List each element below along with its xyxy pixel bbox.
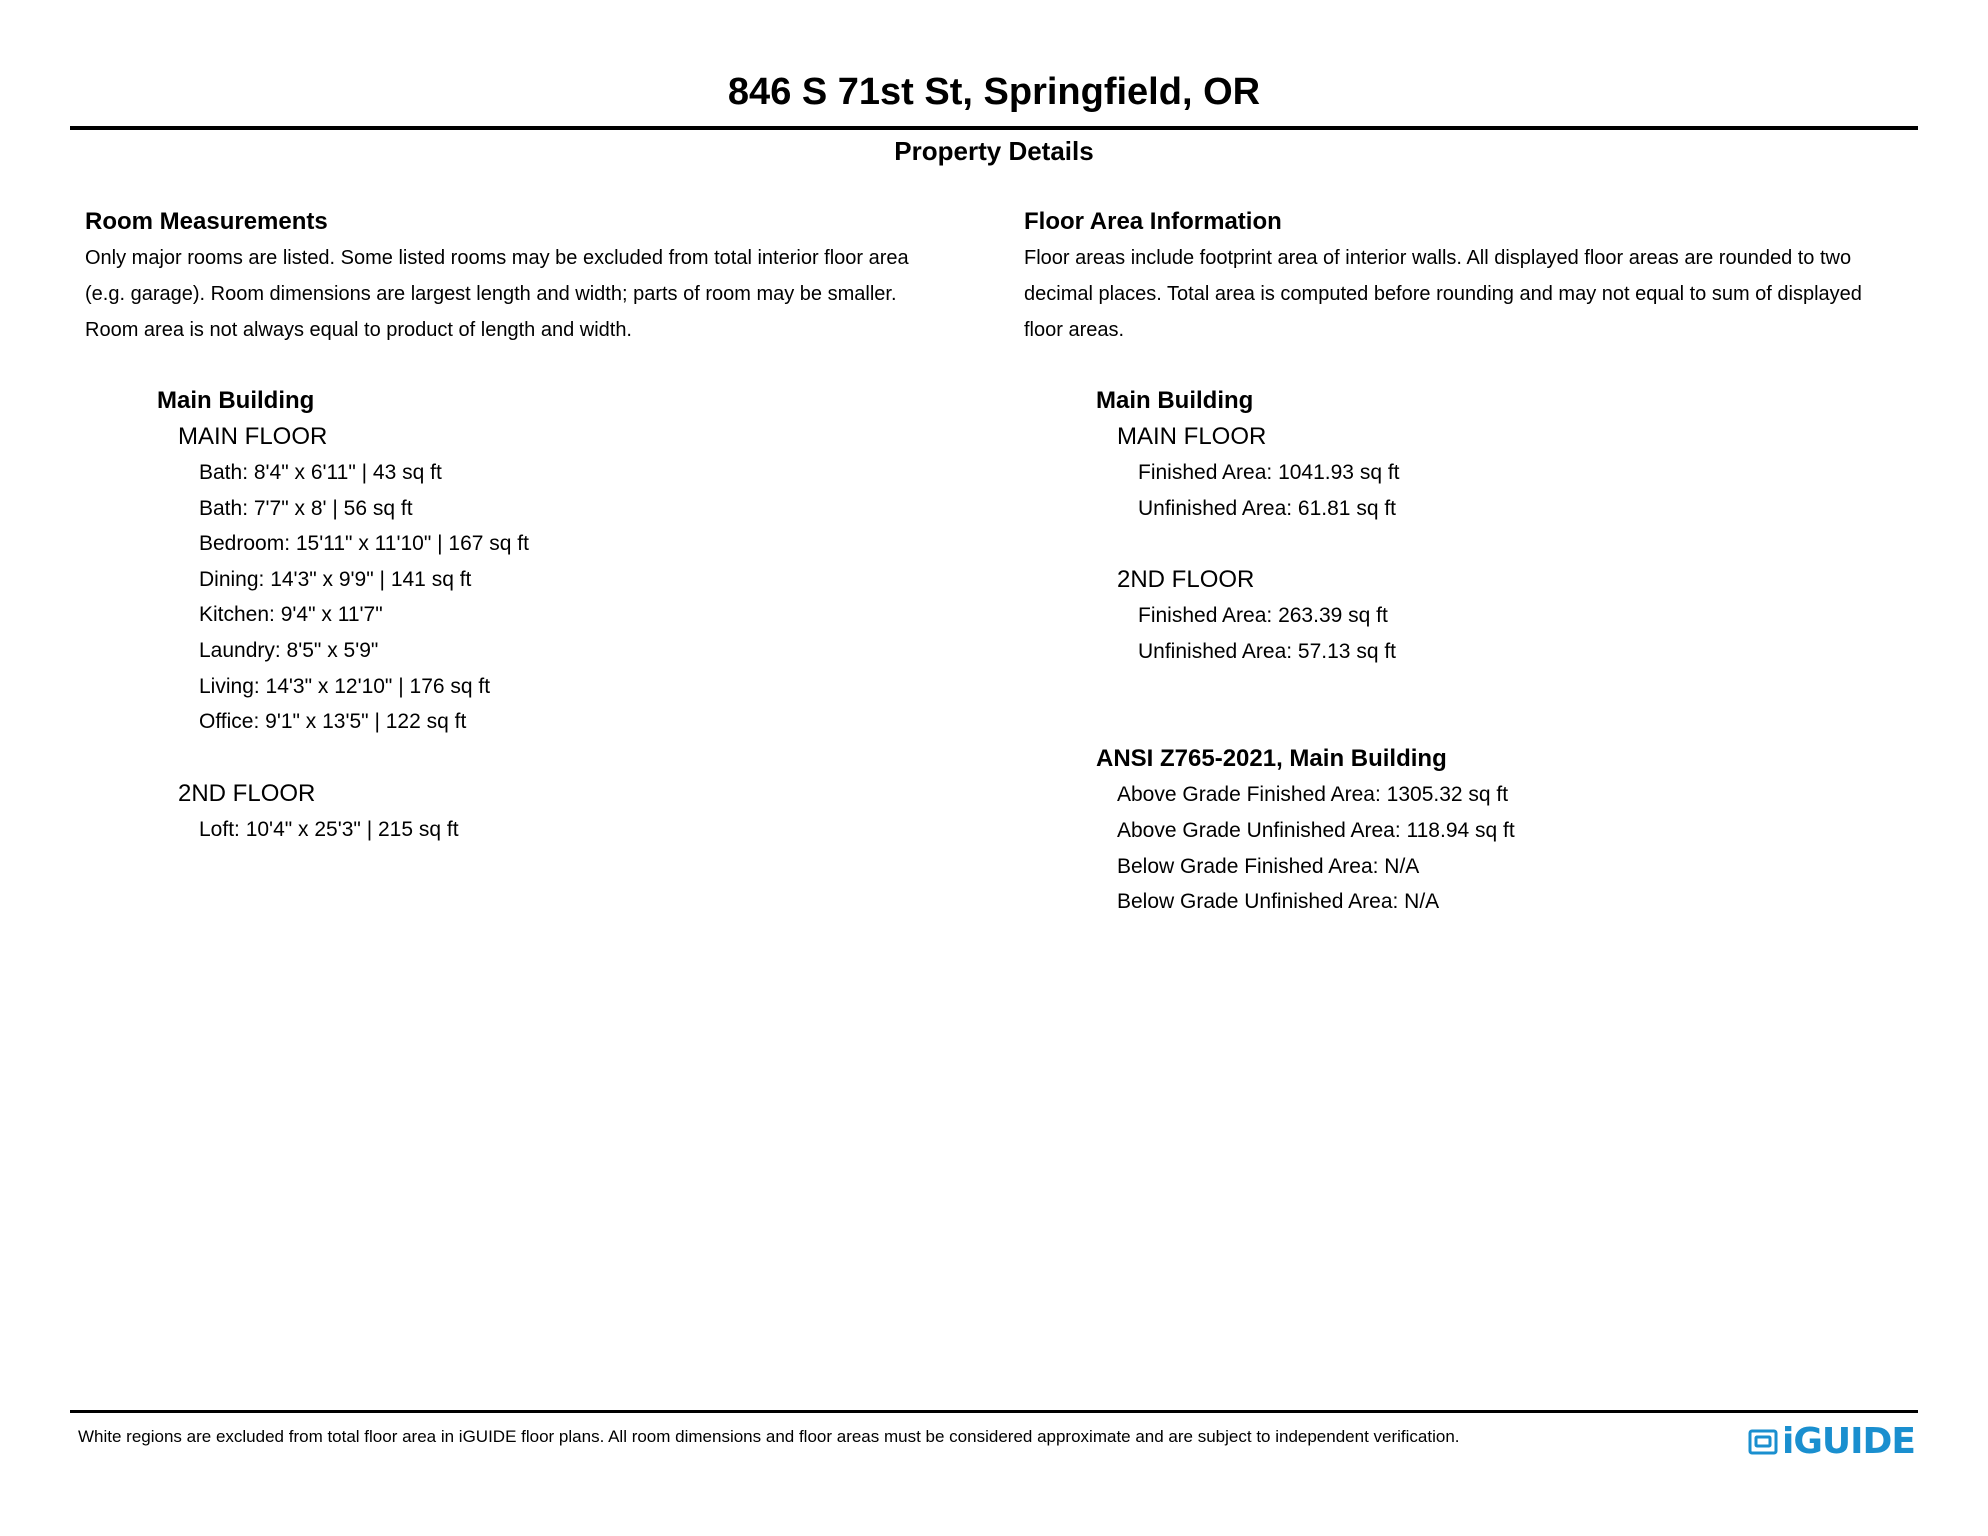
iguide-logo-text: iGUIDE	[1782, 1421, 1915, 1462]
room-item: Laundry: 8'5" x 5'9"	[199, 638, 379, 662]
floor-area-heading: Floor Area Information	[1024, 208, 1282, 235]
description-line: Room area is not always equal to product of length and width.	[85, 319, 632, 341]
footer-divider	[70, 1410, 1918, 1413]
room-item: Bath: 7'7" x 8' | 56 sq ft	[199, 496, 413, 520]
ansi-item: Below Grade Finished Area: N/A	[1117, 854, 1420, 878]
floor-label-main: MAIN FLOOR	[178, 423, 328, 450]
description-line: floor areas.	[1024, 319, 1125, 341]
floor-label-2nd: 2ND FLOOR	[178, 779, 316, 807]
room-item: Bath: 8'4" x 6'11" | 43 sq ft	[199, 461, 442, 484]
room-item: Dining: 14'3" x 9'9" | 141 sq ft	[199, 567, 472, 591]
room-item: Loft: 10'4" x 25'3" | 215 sq ft	[199, 817, 459, 841]
spacer	[1096, 526, 1856, 562]
floor-area-building	[1096, 383, 1856, 920]
area-item: Unfinished Area: 57.13 sq ft	[1138, 639, 1396, 663]
iguide-logo-icon	[1748, 1427, 1778, 1457]
building-title: Main Building	[1096, 387, 1254, 414]
page-subtitle: Property Details	[894, 136, 1094, 166]
room-measurements-building	[157, 383, 917, 847]
iguide-logo	[1748, 1420, 1915, 1464]
floor-label-2nd: 2ND FLOOR	[1117, 566, 1255, 594]
footer-disclaimer: White regions are excluded from total floor area in iGUIDE floor plans. All room dimensions and floor areas must be considered approximate and are subject to independent verification.	[78, 1427, 1460, 1446]
page-title: 846 S 71st St, Springfield, OR	[727, 71, 1261, 113]
room-measurements-section	[85, 204, 985, 348]
ansi-title: ANSI Z765-2021, Main Building	[1096, 745, 1447, 773]
spacer	[157, 740, 917, 776]
ansi-item: Below Grade Unfinished Area: N/A	[1117, 890, 1440, 914]
room-measurements-description	[85, 240, 985, 348]
room-item: Bedroom: 15'11" x 11'10" | 167 sq ft	[199, 532, 529, 556]
room-item: Office: 9'1" x 13'5" | 122 sq ft	[199, 710, 467, 734]
room-item: Kitchen: 9'4" x 11'7"	[199, 603, 383, 627]
spacer	[1096, 669, 1856, 705]
floor-area-section	[1024, 204, 1944, 348]
area-item: Finished Area: 1041.93 sq ft	[1138, 461, 1400, 484]
area-item: Finished Area: 263.39 sq ft	[1138, 604, 1388, 628]
spacer	[1096, 705, 1856, 741]
floor-area-description	[1024, 240, 1944, 348]
ansi-item: Above Grade Unfinished Area: 118.94 sq ft	[1117, 818, 1515, 842]
area-item: Unfinished Area: 61.81 sq ft	[1138, 496, 1396, 520]
description-line: decimal places. Total area is computed before rounding and may not equal to sum of displayed	[1024, 283, 1862, 305]
description-line: Floor areas include footprint area of interior walls. All displayed floor areas are rounded to two	[1024, 247, 1852, 269]
room-measurements-heading: Room Measurements	[85, 208, 328, 235]
header-divider	[70, 126, 1918, 130]
building-title: Main Building	[157, 387, 315, 414]
description-line: Only major rooms are listed. Some listed rooms may be excluded from total interior floor area	[85, 247, 909, 269]
ansi-item: Above Grade Finished Area: 1305.32 sq ft	[1117, 783, 1509, 807]
room-item: Living: 14'3" x 12'10" | 176 sq ft	[199, 674, 491, 698]
floor-label-main: MAIN FLOOR	[1117, 423, 1267, 450]
description-line: (e.g. garage). Room dimensions are largest length and width; parts of room may be smaller.	[85, 283, 897, 305]
